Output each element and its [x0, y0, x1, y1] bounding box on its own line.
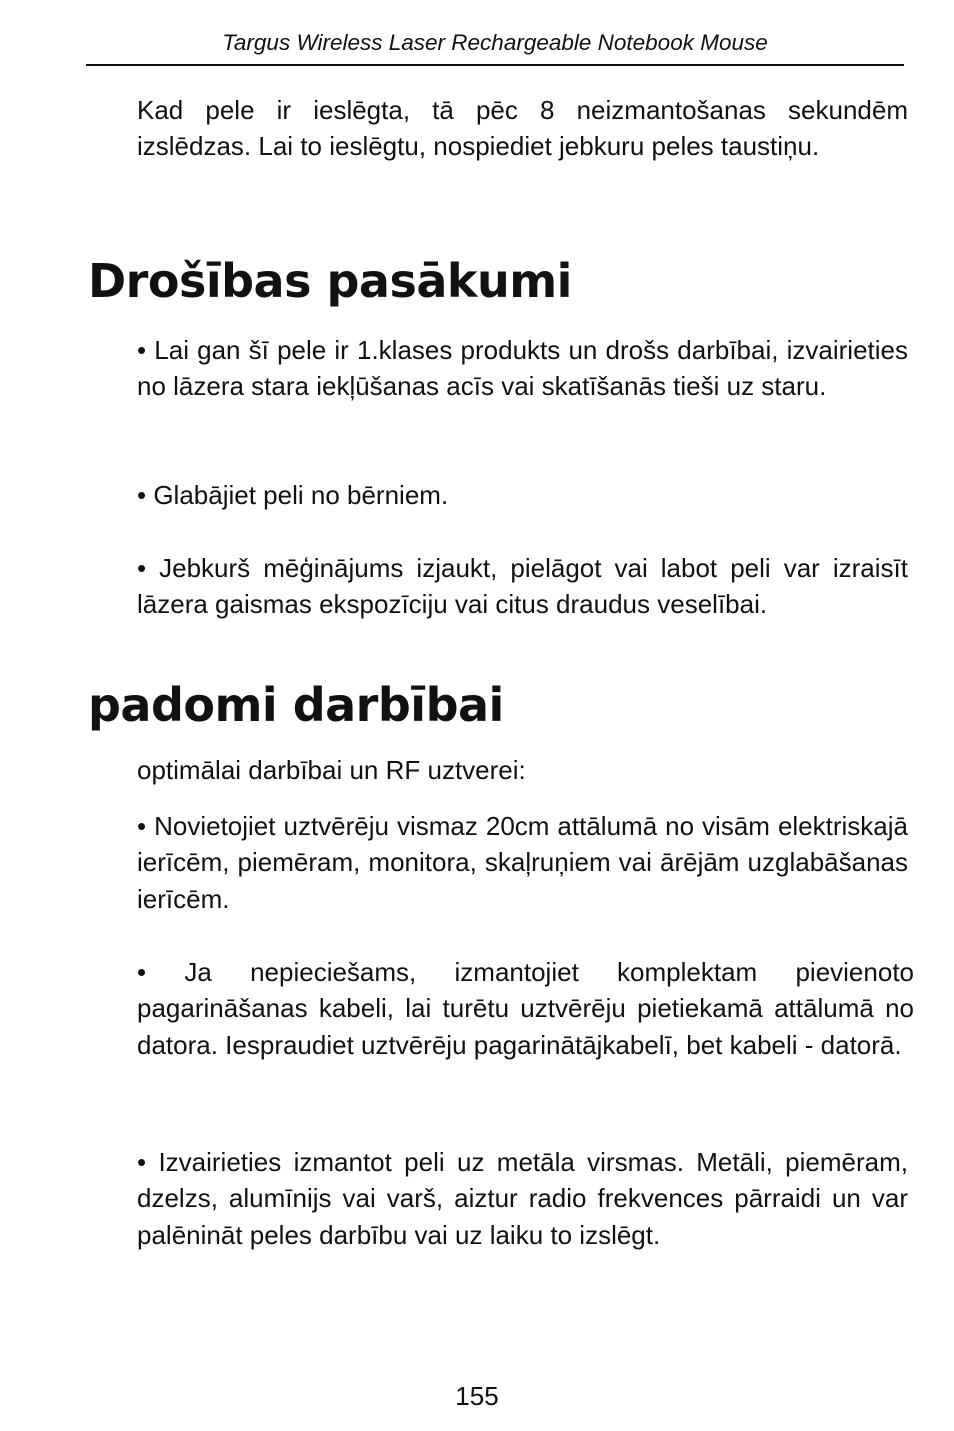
tips-item-metal-surface: • Izvairieties izmantot peli uz metāla virsmas. Metāli, piemēram, dzelzs, alumīnijs vai varš, aiztur radio frekvences pārraidi un var palēnināt peles darbību vai uz laiku to izslēgt.	[137, 1147, 908, 1250]
safety-item-children: • Glabājiet peli no bērniem.	[137, 480, 449, 510]
tips-item-distance: • Novietojiet uztvērēju vismaz 20cm attālumā no visām elektriskajā ierīcēm, piemēram, monitora, skaļruņiem vai ārējām uzglabāšanas ierīcēm.	[137, 811, 908, 914]
safety-heading: Drošības pasākumi	[88, 254, 572, 308]
tips-heading: padomi darbībai	[88, 678, 504, 732]
tips-intro: optimālai darbībai un RF uztverei:	[137, 755, 526, 785]
safety-item-disassembly: • Jebkurš mēģinājums izjaukt, pielāgot vai labot peli var izraisīt lāzera gaismas ekspozīciju vai citus draudus veselībai.	[137, 553, 908, 620]
safety-item-laser: • Lai gan šī pele ir 1.klases produkts un drošs darbībai, izvairieties no lāzera stara iekļūšanas acīs vai skatīšanās tieši uz staru.	[137, 335, 908, 402]
running-header: Targus Wireless Laser Rechargeable Notebook Mouse	[86, 28, 904, 66]
intro-paragraph: Kad pele ir ieslēgta, tā pēc 8 neizmantošanas sekundēm izslēdzas. Lai to ieslēgtu, nospiediet jebkuru peles taustiņu.	[137, 95, 908, 162]
page-number: 155	[455, 1381, 499, 1411]
tips-item-extension-cable: • Ja nepieciešams, izmantojiet komplektam pievienoto pagarināšanas kabeli, lai turētu uztvērēju pietiekamā attālumā no datora. Iespraudiet uztvērēju pagarinātājkabelī, bet kabeli - datorā.	[137, 957, 914, 1060]
